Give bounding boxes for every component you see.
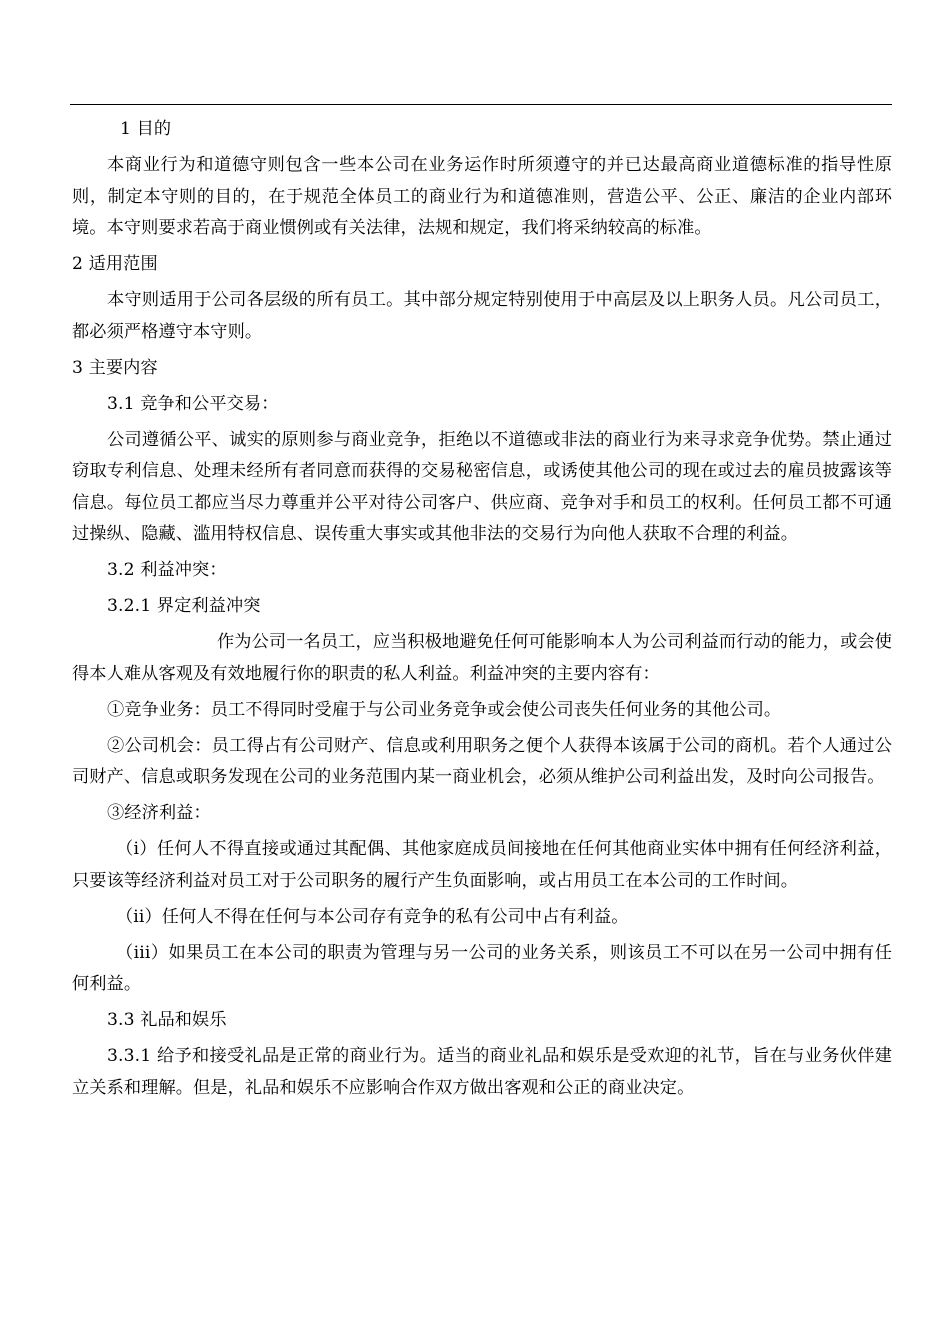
section-3-2-1-title: 3.2.1 界定利益冲突 [107,596,261,616]
section-1-title: 1 目的 [120,119,172,139]
section-3-2-1-body: 作为公司一名员工，应当积极地避免任何可能影响本人为公司利益而行动的能力，或会使得本人难从客观及有效地履行你的职责的私人利益。利益冲突的主要内容有： [72,632,892,684]
header-rule [70,104,892,105]
sub-item-i: （i）任何人不得直接或通过其配偶、其他家庭成员间接地在任何其他商业实体中拥有任何经济利益，只要该等经济利益对员工对于公司职务的履行产生负面影响，或占用员工在本公司的工作时间。 [72,839,892,891]
section-3-3-1-body: 3.3.1 给予和接受礼品是正常的商业行为。适当的商业礼品和娱乐是受欢迎的礼节，旨在与业务伙伴建立关系和理解。但是，礼品和娱乐不应影响合作双方做出客观和公正的商业决定。 [72,1046,892,1098]
list-item-competing-business: ①竞争业务：员工不得同时受雇于与公司业务竞争或会使公司丧失任何业务的其他公司。 [107,699,782,720]
sub-item-ii: （ii）任何人不得在任何与本公司存有竞争的私有公司中占有利益。 [116,906,629,927]
sub-item-iii: （iii）如果员工在本公司的职责为管理与另一公司的业务关系，则该员工不可以在另一公司中拥有任何利益。 [72,942,892,994]
list-item-company-opportunity: ②公司机会：员工得占有公司财产、信息或利用职务之便个人获得本该属于公司的商机。若个人通过公司财产、信息或职务发现在公司的业务范围内某一商业机会，必须从维护公司利益出发，及时向公司报告。 [72,735,892,787]
section-3-3-title: 3.3 礼品和娱乐 [107,1010,227,1030]
list-item-economic-interest: ③经济利益： [107,803,211,823]
section-2-body: 本守则适用于公司各层级的所有员工。其中部分规定特别使用于中高层及以上职务人员。凡公司员工，都必须严格遵守本守则。 [72,290,892,342]
section-3-1-title: 3.1 竞争和公平交易： [107,393,279,414]
section-3-2-title: 3.2 利益冲突： [107,560,227,580]
section-3-1-body: 公司遵循公平、诚实的原则参与商业竞争，拒绝以不道德或非法的商业行为来寻求竞争优势。禁止通过窃取专利信息、处理未经所有者同意而获得的交易秘密信息，或诱使其他公司的现在或过去的雇员披露该等信息。每位员工都应当尽力尊重并公平对待公司客户、供应商、竞争对手和员工的权利。任何员工都不可通过操纵、隐藏、滥用特权信息、误传重大事实或其他非法的交易行为向他人获取不合理的利益。 [72,429,892,544]
section-2-title: 2 适用范围 [72,254,158,274]
document-body [72,114,892,1109]
section-3-title: 3 主要内容 [72,357,158,378]
section-1-body: 本商业行为和道德守则包含一些本公司在业务运作时所须遵守的并已达最高商业道德标准的指导性原则，制定本守则的目的，在于规范全体员工的商业行为和道德准则，营造公平、公正、廉洁的企业内部环境。本守则要求若高于商业惯例或有关法律，法规和规定，我们将采纳较高的标准。 [72,155,892,238]
